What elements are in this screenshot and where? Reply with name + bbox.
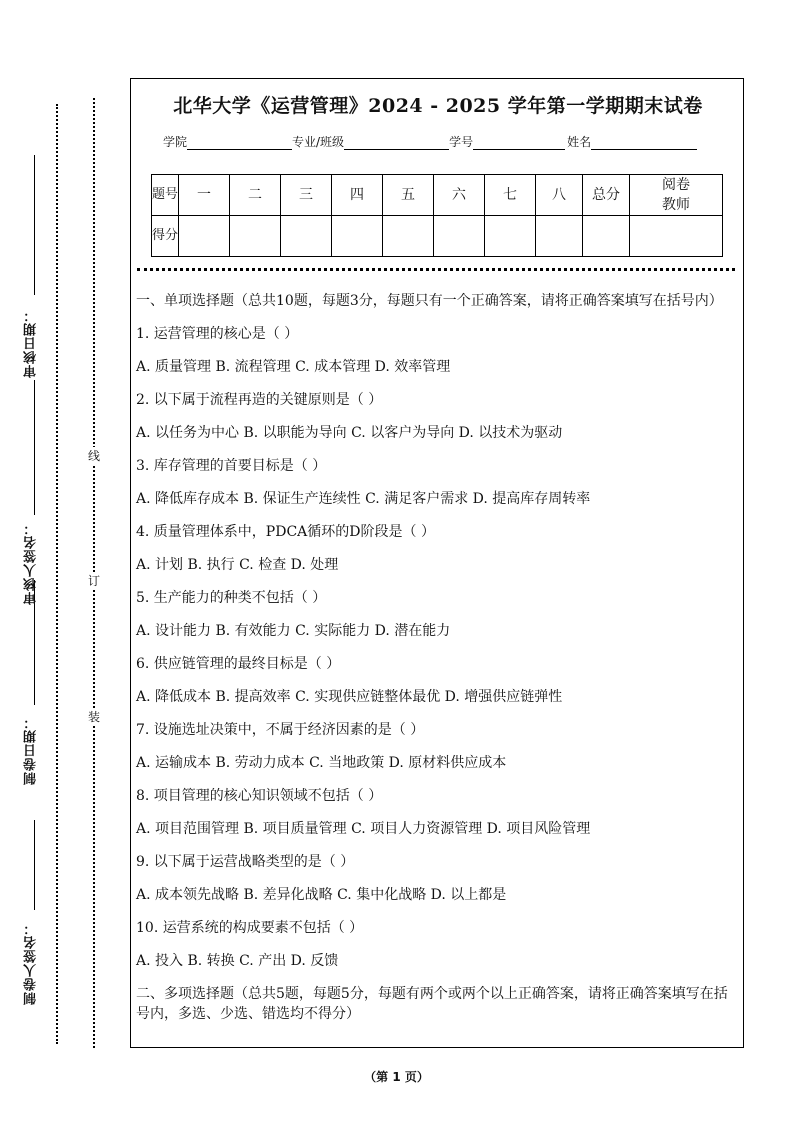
binding-char-bind: 装 [87,710,100,724]
field-college-input[interactable] [187,135,292,150]
score-table-row-label: 题号 [152,175,179,216]
score-table-score-row [152,216,723,257]
score-table-header-row [152,175,723,216]
reviewer-signature-label: 审核人签名： [24,521,39,605]
question-options: A. 计划 B. 执行 C. 检查 D. 处理 [136,557,339,573]
question-text: 5. 生产能力的种类不包括（ ） [136,590,327,606]
question-text: 4. 质量管理体系中，PDCA循环的D阶段是（ ） [136,524,435,540]
score-col-1: 一 [179,175,230,216]
question-text: 8. 项目管理的核心知识领域不包括（ ） [136,788,383,804]
score-col-6: 六 [434,175,485,216]
question-text: 1. 运营管理的核心是（ ） [136,326,299,342]
score-col-2: 二 [230,175,281,216]
score-col-7: 七 [485,175,536,216]
question-text: 10. 运营系统的构成要素不包括（ ） [136,920,364,936]
author-signature-label: 制卷人签名： [24,921,39,1005]
score-cell[interactable] [230,216,281,257]
score-cell[interactable] [179,216,230,257]
score-cell[interactable] [630,216,723,257]
score-col-4: 四 [332,175,383,216]
field-name-input[interactable] [591,135,697,150]
binding-dotted-line-left [56,104,58,1044]
review-date-underline [34,155,35,295]
question-options: A. 投入 B. 转换 C. 产出 D. 反馈 [136,953,339,969]
score-col-3: 三 [281,175,332,216]
question-text: 6. 供应链管理的最终目标是（ ） [136,656,341,672]
question-options: A. 质量管理 B. 流程管理 C. 成本管理 D. 效率管理 [136,359,451,375]
exam-sheet [130,78,744,1048]
binding-char-line: 线 [87,449,100,463]
binding-margin [0,0,130,1122]
field-major-class-label: 专业/班级 [292,135,345,149]
section1-heading: 一、单项选择题（总共10题，每题3分，每题只有一个正确答案，请将正确答案填写在括号内） [136,293,723,309]
exam-title: 北华大学《运营管理》2024 - 2025 学年第一学期期末试卷 [173,95,703,117]
score-cell[interactable] [485,216,536,257]
field-college-label: 学院 [163,135,188,149]
field-student-id-input[interactable] [473,135,565,150]
review-date-label: 审核日期： [24,308,39,378]
question-text: 2. 以下属于流程再造的关键原则是（ ） [136,392,383,408]
score-row-label: 得分 [152,216,179,257]
score-table [151,174,723,257]
exam-content [136,291,740,1024]
question-text: 3. 库存管理的首要目标是（ ） [136,458,327,474]
score-cell[interactable] [536,216,583,257]
question-options: A. 以任务为中心 B. 以职能为导向 C. 以客户为导向 D. 以技术为驱动 [136,425,563,441]
score-cell[interactable] [332,216,383,257]
question-options: A. 成本领先战略 B. 差异化战略 C. 集中化战略 D. 以上都是 [136,887,507,903]
score-cell[interactable] [434,216,485,257]
question-text: 7. 设施选址决策中，不属于经济因素的是（ ） [136,722,425,738]
question-options: A. 运输成本 B. 劳动力成本 C. 当地政策 D. 原材料供应成本 [136,755,507,771]
author-signature-underline [34,820,35,910]
score-cell[interactable] [281,216,332,257]
question-options: A. 设计能力 B. 有效能力 C. 实际能力 D. 潜在能力 [136,623,451,639]
dotted-separator [137,268,735,271]
field-student-id-label: 学号 [449,135,474,149]
score-col-5: 五 [383,175,434,216]
paper-date-label: 制卷日期： [24,715,39,785]
score-col-8: 八 [536,175,583,216]
score-cell[interactable] [583,216,630,257]
page-number: （第 1 页） [364,1070,429,1084]
field-name-label: 姓名 [567,135,592,149]
student-info-row [163,133,697,150]
question-options: A. 降低成本 B. 提高效率 C. 实现供应链整体最优 D. 增强供应链弹性 [136,689,563,705]
binding-char-staple: 订 [87,574,100,588]
score-cell[interactable] [383,216,434,257]
question-text: 9. 以下属于运营战略类型的是（ ） [136,854,355,870]
field-major-class-input[interactable] [344,135,449,150]
section2-heading: 二、多项选择题（总共5题，每题5分，每题有两个或两个以上正确答案，请将正确答案填写在括号内，多选、少选、错选均不得分） [136,986,728,1022]
reviewer-signature-underline [34,380,35,515]
question-list [136,311,740,971]
question-options: A. 降低库存成本 B. 保证生产连续性 C. 满足客户需求 D. 提高库存周转率 [136,491,591,507]
score-col-grader: 阅卷教师 [630,175,723,216]
score-col-total: 总分 [583,175,630,216]
question-options: A. 项目范围管理 B. 项目质量管理 C. 项目人力资源管理 D. 项目风险管理 [136,821,591,837]
